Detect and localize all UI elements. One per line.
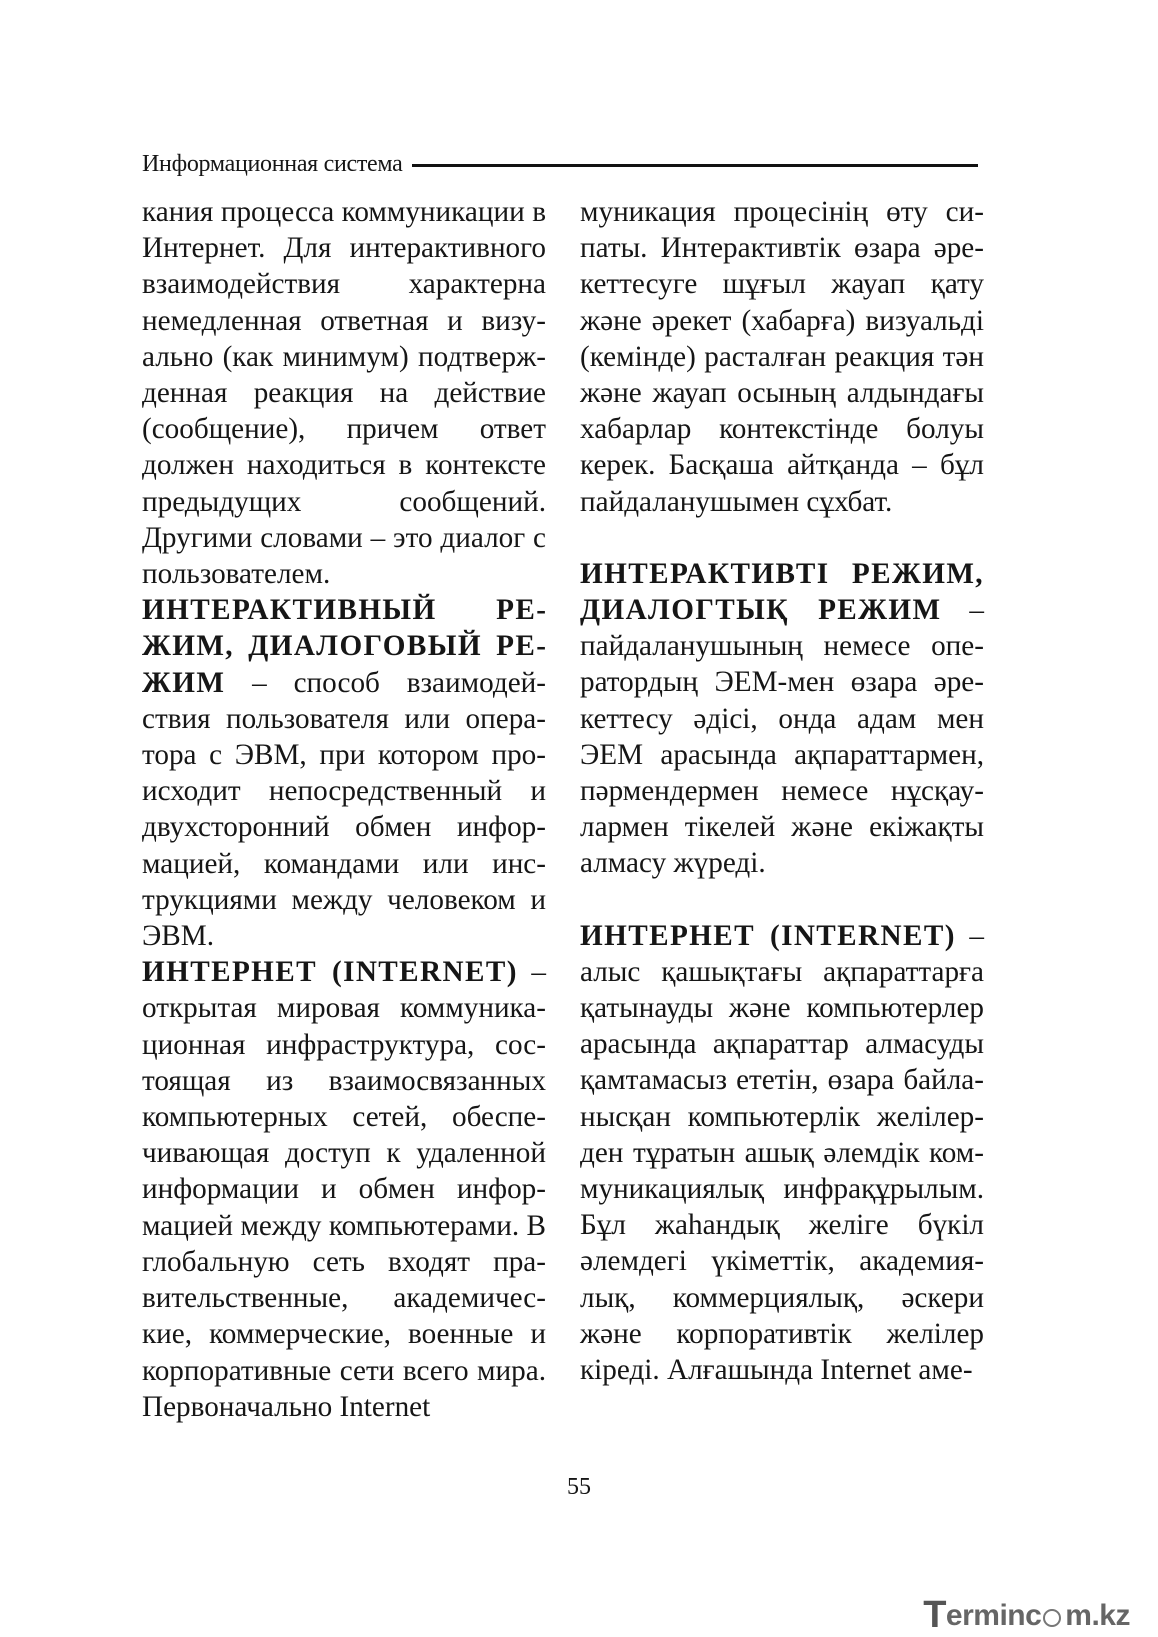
russian-column (142, 194, 546, 1425)
kz-term-interactive-mode: ИНТЕРАКТИВТІ РЕЖИМ, ДИАЛОГТЫҚ РЕЖИМ (580, 557, 984, 627)
ru-paragraph-1-text: кания процесса коммуникации в Интернет. Для интерактивного взаимодействия характерна немедленная ответная и визуально (как минимум) подтвержденная реакция на действие (сообщение), причем ответ должен находиться в контексте предыдущих сообщений. Другими словами – это диалог с пользователем. (142, 196, 546, 591)
watermark-mid: erminc (945, 1598, 1042, 1632)
ru-entry-internet (142, 954, 546, 1425)
termincom-watermark (923, 1594, 1130, 1637)
ru-definition-internet: – открытая мировая коммуникационная инфраструктура, состоящая из взаимосвязанных компьютерных сетей, обеспечивающая доступ к удаленной информации и обмен информацией между компьютерами. В глобальную сеть входят правительственные, академические, коммерческие, военные и корпоративные сети всего мира. Первоначально Internet (142, 956, 546, 1423)
ru-entry-interactive-mode (142, 592, 546, 954)
kazakh-column (580, 194, 984, 1388)
header-rule (412, 164, 978, 167)
watermark-right: m.kz (1065, 1598, 1130, 1632)
ru-term-interactive-mode: ИНТЕРАКТИВНЫЙ РЕЖИМ, ДИАЛОГОВЫЙ РЕЖИМ (142, 594, 546, 699)
running-header (142, 144, 978, 184)
kz-entry-interactive-mode (580, 556, 984, 882)
ru-paragraph-1 (142, 194, 546, 592)
kz-term-internet: ИНТЕРНЕТ (INTERNET) (580, 919, 956, 952)
magnifier-icon (1043, 1609, 1061, 1627)
header-title: Информационная система (142, 150, 403, 177)
ru-definition-interactive-mode: – способ взаимодействия пользователя или оператора с ЭВМ, при котором происходит непосредственный и двухсторонний обмен информацией, командами или инструкциями между человеком и ЭВМ. (142, 666, 546, 953)
page-number: 55 (567, 1474, 591, 1500)
kz-definition-internet: – алыс қашықтағы ақпараттарға қатынауды және компьютерлер арасында ақпараттар алмасуды қамтамасыз ететін, өзара байланысқан компьютерлік желілерден тұратын ашық әлемдік коммуникациялық инфрақұрылым. Бұл жаһандық желіге бүкіл әлемдегі үкіметтік, академиялық, коммерциялық, әскери және корпоративтік желілер кіреді. Алғашында Internet аме- (580, 919, 984, 1387)
ru-term-internet: ИНТЕРНЕТ (INTERNET) (142, 956, 518, 989)
kz-paragraph-1 (580, 194, 984, 520)
watermark-t: T (923, 1594, 946, 1636)
kz-definition-interactive-mode: – пайдаланушының немесе оператордың ЭЕМ-мен өзара әрекеттесу әдісі, онда адам мен ЭЕМ арасында ақпараттармен, пәрмендермен немесе нұсқаулармен тікелей және екіжақты алмасу жүреді. (580, 594, 984, 880)
kz-entry-internet (580, 918, 984, 1389)
kz-paragraph-1-text: муникация процесінің өту сипаты. Интерактивтік өзара әрекеттесуге шұғыл жауап қату және әрекет (хабарға) визуальді (кемінде) расталған реакция тән және жауап осының алдындағы хабарлар контекстінде болуы керек. Басқаша айтқанда – бұл пайдаланушымен сұхбат. (580, 196, 984, 518)
